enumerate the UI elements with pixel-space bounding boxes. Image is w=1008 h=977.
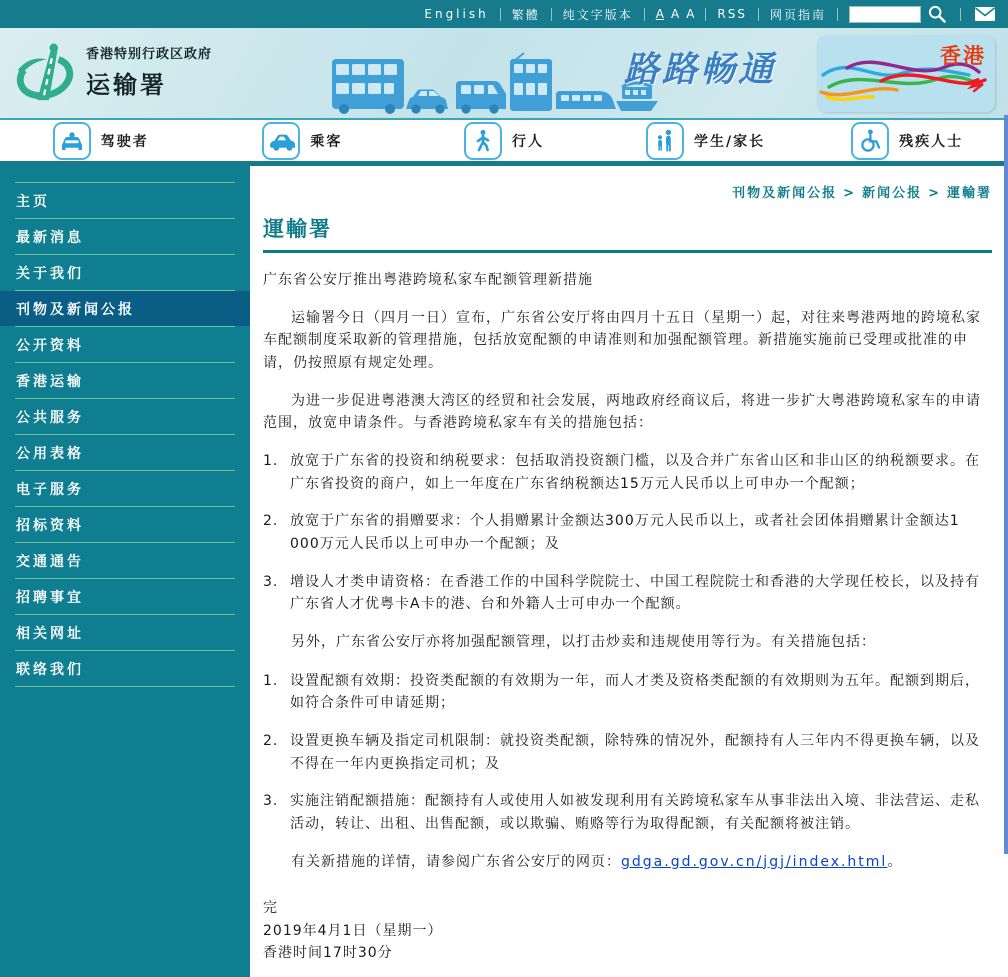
sidebar-item-related-links[interactable]: 相关网址 [16,626,84,642]
transport-department-logo-icon [14,40,76,102]
list-item-text: 放宽于广东省的投资和纳税要求：包括取消投资额门槛，以及合并广东省山区和非山区的纳税额要求。在广东省投资的商户，如上一年度在广东省纳税额达15万元人民币以上可申办一个配额； [290,453,980,492]
list-item [263,670,992,715]
sidebar [0,166,250,977]
sidebar-item-tender-notices[interactable]: 招标资料 [16,518,84,534]
list-item-number: 2. [263,733,279,750]
divider [960,8,961,21]
search-box [849,4,949,24]
page-title: 運輸署 [263,213,992,253]
measures-list-1 [263,450,992,616]
top-utility-bar [0,0,1008,28]
sidebar-item-publications-press[interactable]: 刊物及新闻公报 [0,291,250,326]
sidebar-item-about-us[interactable]: 关于我们 [16,266,84,282]
nav-item-pedestrian[interactable] [403,120,605,161]
transport-vehicles-graphic [328,45,658,117]
article-subtitle: 广东省公安厅推出粤港跨境私家车配额管理新措施 [263,272,593,288]
closing-text: 有关新措施的详情，请参阅广东省公安厅的网页： [291,853,621,870]
main-content [250,166,1008,977]
divider [705,8,706,21]
site-header [0,28,1008,118]
sidebar-item-e-services[interactable]: 电子服务 [16,482,84,498]
department-name: 运输署 [86,70,167,99]
font-size-large-button[interactable]: A [686,7,695,21]
sidebar-item-recruitment[interactable]: 招聘事宜 [16,590,84,606]
rss-link[interactable]: RSS [717,7,747,21]
list-item-text: 设置配额有效期：投资类配额的有效期为一年，而人才类及资格类配额的有效期则为五年。配额到期后，如符合条件可申请延期； [290,672,980,712]
search-icon [927,4,947,24]
closing-suffix: 。 [887,853,903,870]
list-item-number: 1. [263,453,279,470]
closing-paragraph [263,851,992,874]
traditional-chinese-link[interactable]: 繁體 [511,7,540,22]
search-input[interactable] [849,6,921,23]
slogan-text: 路路畅通 [623,50,776,90]
sidebar-item-home[interactable]: 主页 [16,194,50,210]
wheelchair-icon [851,122,889,160]
sidebar-item-public-forms[interactable]: 公用表格 [16,446,84,462]
nav-label: 行人 [511,133,544,150]
breadcrumb-press-releases[interactable]: 新闻公报 [862,186,923,201]
list-item-text: 放宽于广东省的捐赠要求：个人捐赠累计金额达300万元人民币以上，或者社会团体捐赠累计金额达1 000万元人民币以上可申办一个配额；及 [290,513,960,553]
divider [758,8,759,21]
divider [837,8,838,21]
breadcrumb-publications-press[interactable]: 刊物及新闻公报 [732,186,838,201]
brand-hongkong-link[interactable] [817,35,995,112]
nav-item-driver[interactable] [0,120,202,161]
driver-icon [53,122,91,160]
text-only-link[interactable]: 纯文字版本 [562,7,633,22]
end-mark: 完 [263,900,278,917]
font-size-medium-button[interactable]: A [670,7,680,21]
list-item-number: 3. [263,573,279,590]
release-time: 香港时间17时30分 [263,945,393,962]
right-edge-strip [1004,115,1008,854]
contact-mail-button[interactable] [972,6,998,22]
nav-label: 残疾人士 [899,133,964,150]
article-paragraph-2: 为进一步促进粤港澳大湾区的经贸和社会发展，两地政府经商议后，将进一步扩大粤港跨境私家车的申请范围，放宽申请条件。与香港跨境私家车有关的措施包括： [263,392,981,432]
breadcrumb-separator: > [843,186,857,201]
passenger-car-icon [262,122,300,160]
sitemap-link[interactable]: 网页指南 [769,7,826,22]
list-item-number: 2. [263,513,279,530]
list-item-number: 1. [263,672,279,689]
breadcrumb [263,182,992,201]
sidebar-item-traffic-notices[interactable]: 交通通告 [16,554,84,570]
nav-item-student-parent[interactable] [605,120,807,161]
government-title: 香港特别行政区政府 [86,46,213,62]
list-item [263,510,992,555]
list-item-text: 增设人才类申请资格：在香港工作的中国科学院院士、中国工程院院士和香港的大学现任校长，以及持有广东省人才优粤卡A卡的港、台和外籍人士可申办一个配额。 [290,573,980,613]
font-size-controls [656,7,695,21]
list-item [263,790,992,835]
article-paragraph-1: 运输署今日（四月一日）宣布，广东省公安厅将由四月十五日（星期一）起，对往来粤港两地的跨境私家车配额制度采取新的管理措施，包括放宽配额的申请准则和加强配额管理。新措施实施前已受理或批准的申请，仍按照原有规定处理。 [263,309,981,372]
nav-label: 学生/家长 [694,133,766,150]
sidebar-divider [15,686,235,687]
article-paragraph-3: 另外，广东省公安厅亦将加强配额管理，以打击炒卖和违规使用等行为。有关措施包括： [291,634,876,651]
sidebar-item-contact-us[interactable]: 联络我们 [16,662,84,678]
breadcrumb-separator: > [928,186,941,201]
sidebar-item-latest-news[interactable]: 最新消息 [16,230,84,246]
list-item [263,571,992,616]
list-item [263,730,992,775]
measures-list-2 [263,670,992,836]
nav-label: 驾驶者 [100,133,149,150]
body-wrap [0,166,1008,977]
english-link[interactable]: English [424,7,489,21]
nav-item-passenger[interactable] [202,120,404,161]
sidebar-item-public-services[interactable]: 公共服务 [16,410,84,426]
divider [551,8,552,21]
font-size-small-button[interactable]: A [655,7,664,21]
audience-nav [0,118,1008,166]
divider [644,8,645,21]
divider [500,8,501,21]
nav-item-disabled[interactable] [806,120,1008,161]
list-item-number: 3. [263,793,279,810]
nav-label: 乘客 [310,133,343,150]
list-item-text: 实施注销配额措施：配额持有人或使用人如被发现利用有关跨境私家车从事非法出入境、非法营运、走私活动，转让、出租、出售配额，或以欺骗、贿赂等行为取得配额，有关配额将被注销。 [290,793,980,833]
student-parent-icon [646,122,684,160]
list-item-text: 设置更换车辆及指定司机限制：就投资类配额，除特殊的情况外，配额持有人三年内不得更换车辆，以及不得在一年内更换指定司机；及 [290,733,980,772]
sidebar-item-hk-transport[interactable]: 香港运输 [16,374,84,390]
search-button[interactable] [925,4,949,24]
gdga-website-link[interactable]: gdga.gd.gov.cn/jgj/index.html [621,853,888,870]
department-logo-link[interactable] [14,40,212,102]
sidebar-item-public-information[interactable]: 公开资料 [16,338,84,354]
brand-hongkong-label: 香港 [940,44,986,68]
release-date: 2019年4月1日（星期一） [263,922,443,939]
department-logo-text [86,43,212,100]
pedestrian-icon [464,122,502,160]
list-item [263,450,992,495]
breadcrumb-current: 運輸署 [946,186,992,201]
envelope-icon [974,6,996,22]
article-footer [263,897,992,964]
